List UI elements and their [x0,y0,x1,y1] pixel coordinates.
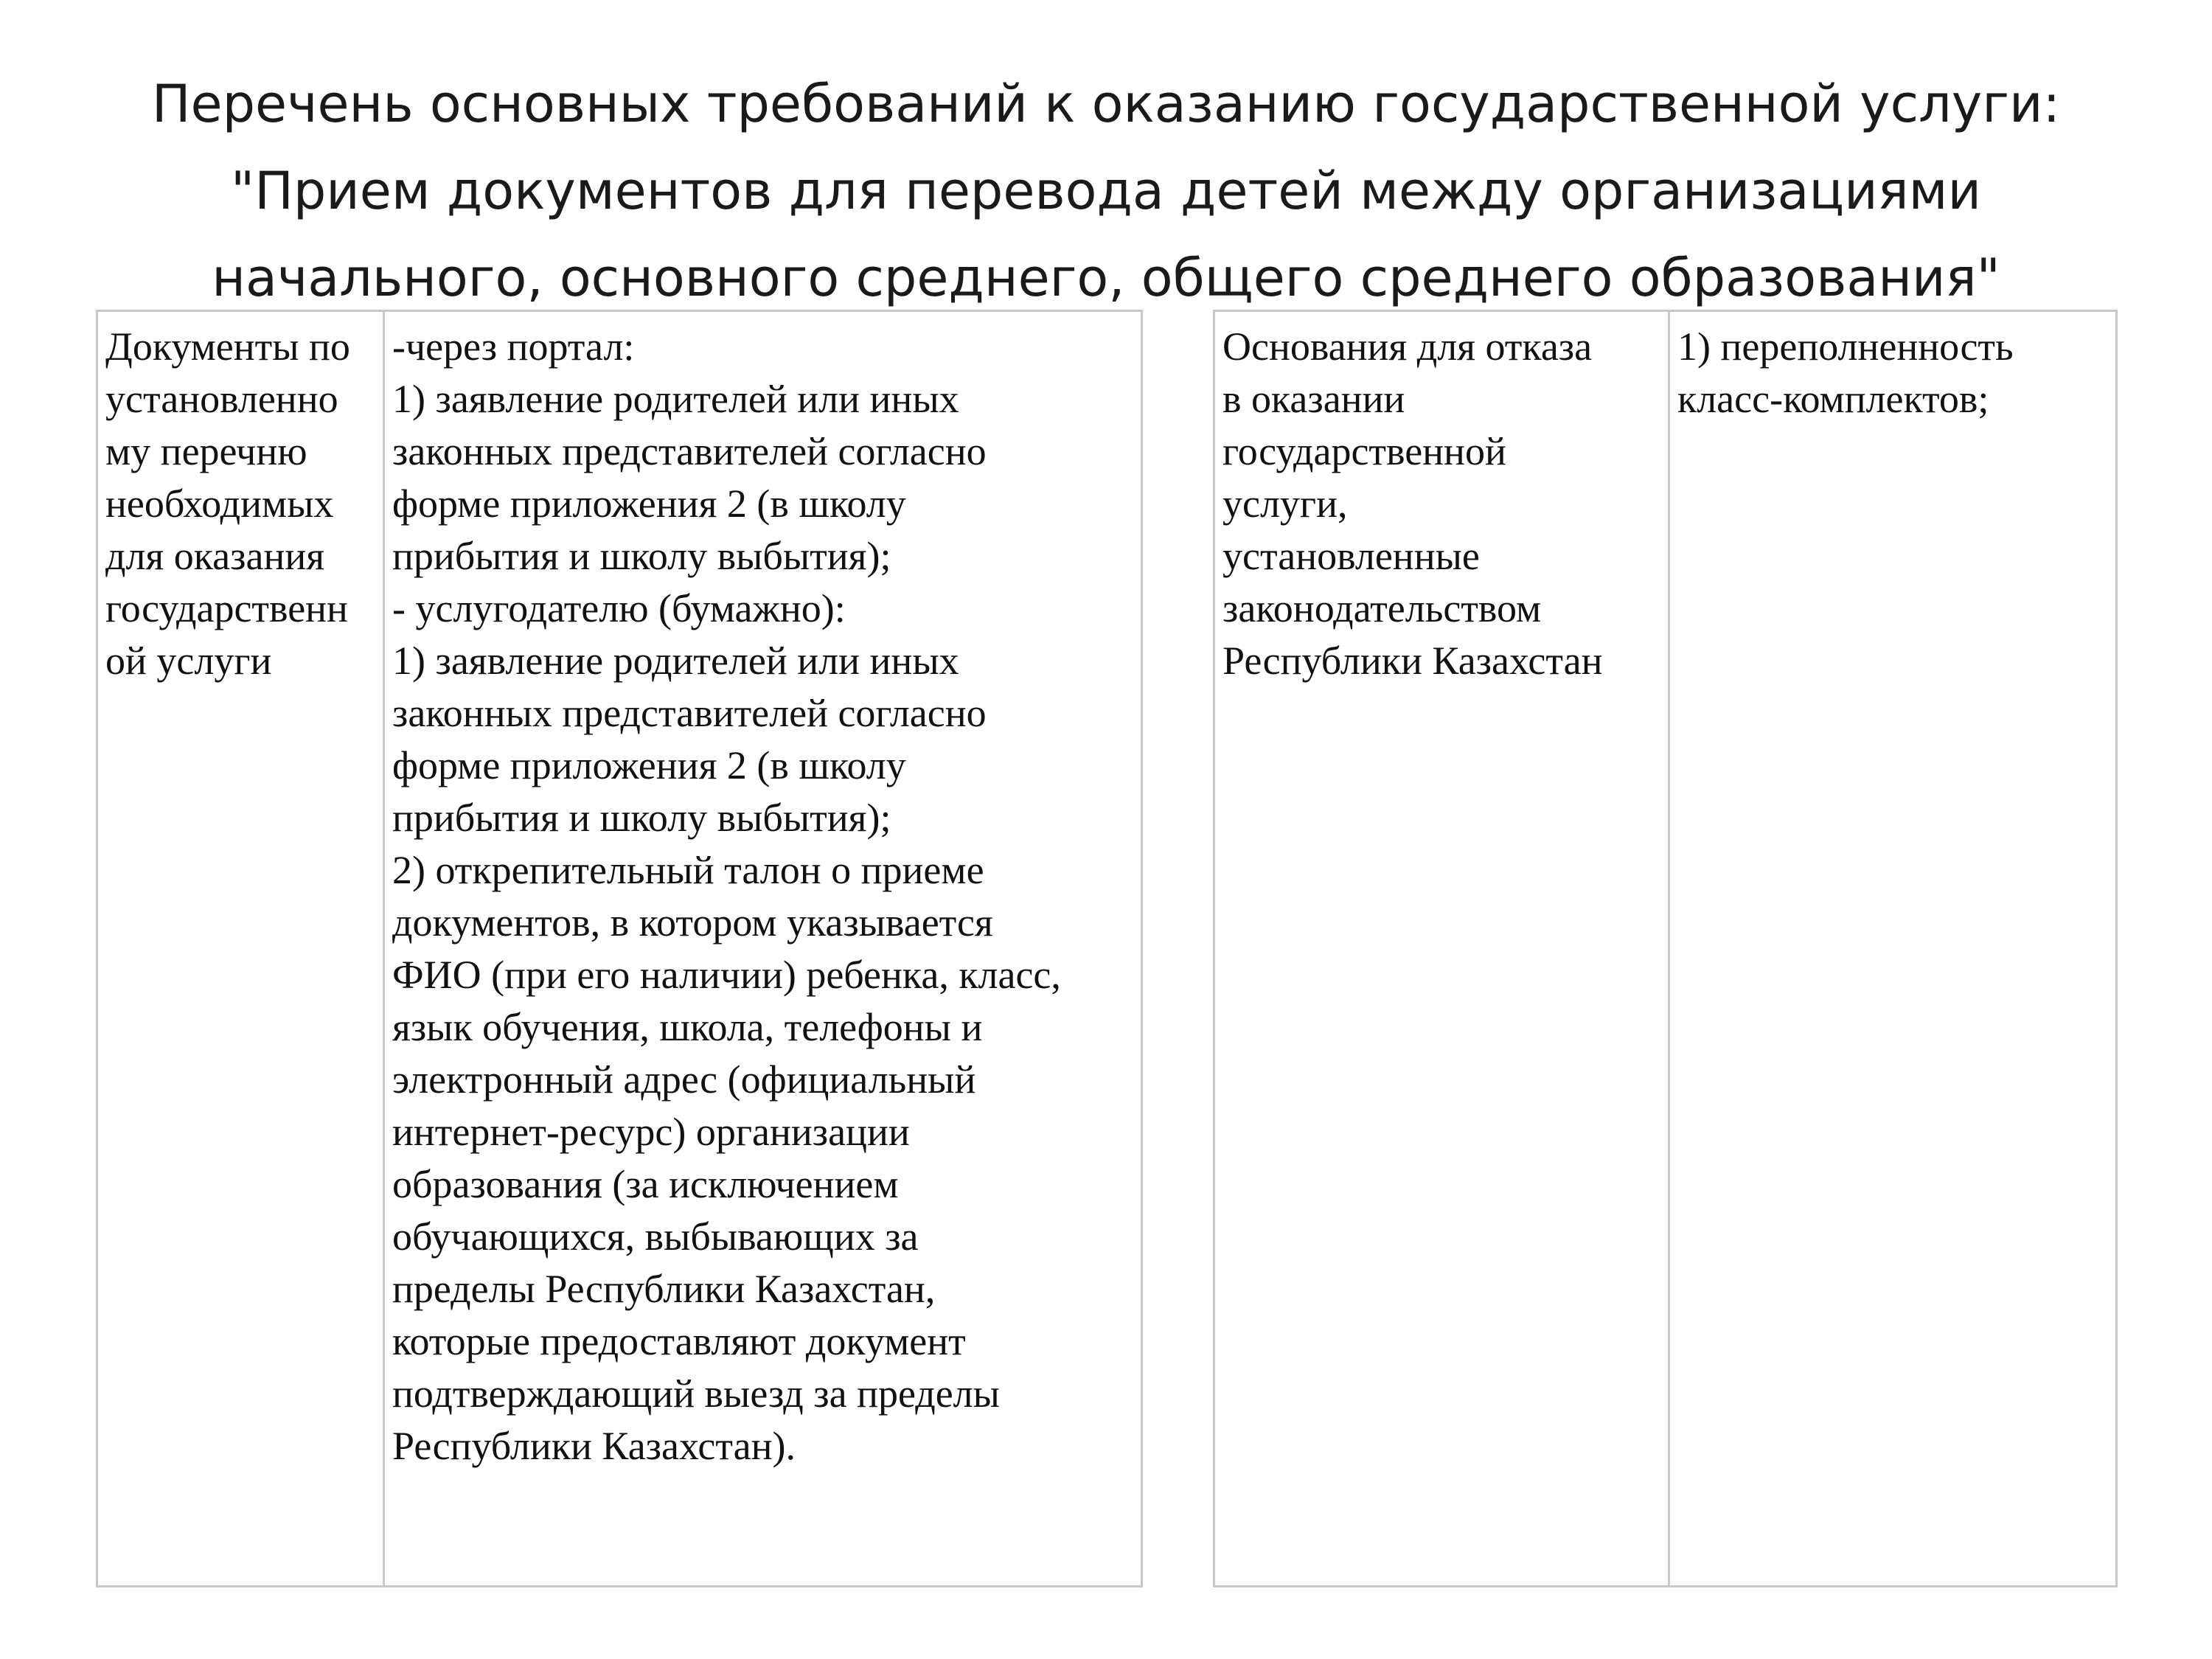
refusal-label-line: законодательством [1222,586,1542,630]
documents-value-line: - услугодателю (бумажно): [392,586,846,630]
documents-label-line: необходимых [105,481,334,526]
documents-value-line: которые предоставляют документ [392,1319,966,1363]
refusal-value-line: 1) переполненность [1677,324,2014,369]
title-line-3: начального, основного среднего, общего среднего образования" [212,248,2000,308]
documents-value-line: электронный адрес (официальный [392,1057,976,1102]
documents-label-line: для оказания [105,534,325,578]
documents-value-line: 1) заявление родителей или иных [392,377,959,421]
refusal-table [1213,310,2118,1587]
refusal-label-line: в оказании [1222,377,1405,421]
refusal-label-line: государственной [1222,429,1506,473]
documents-value-line: форме приложения 2 (в школу [392,743,906,787]
documents-label-line: государственн [105,586,348,630]
refusal-value-line: класс-комплектов; [1677,377,1989,421]
documents-value-line: законных представителей согласно [392,429,987,473]
title-line-2: "Прием документов для перевода детей между организациями [231,161,1981,221]
documents-value-line: законных представителей согласно [392,691,987,735]
documents-value-line: интернет-ресурс) организации [392,1110,910,1154]
documents-label-line: ой услуги [105,639,272,683]
refusal-label-line: Основания для отказа [1222,324,1593,369]
documents-table [96,310,1143,1587]
documents-value-line: ФИО (при его наличии) ребенка, класс, [392,953,1061,997]
refusal-label-line: Республики Казахстан [1222,639,1603,683]
documents-value-line: образования (за исключением [392,1162,899,1206]
documents-label-cell [98,312,383,1585]
documents-value-line: пределы Республики Казахстан, [392,1267,936,1311]
documents-value-line: подтверждающий выезд за пределы [392,1371,1000,1416]
documents-value-line: -через портал: [392,324,635,369]
documents-value-line: 1) заявление родителей или иных [392,639,959,683]
refusal-label-cell [1215,312,1668,1585]
refusal-label-line: установленные [1222,534,1480,578]
documents-value-line: форме приложения 2 (в школу [392,481,906,526]
documents-value-line: язык обучения, школа, телефоны и [392,1005,983,1049]
documents-value-line: прибытия и школу выбытия); [392,796,891,840]
documents-value-line: Республики Казахстан). [392,1424,796,1468]
documents-value-line: 2) открепительный талон о приеме [392,848,984,892]
documents-value-line: обучающихся, выбывающих за [392,1214,919,1259]
refusal-label-line: услуги, [1222,481,1348,526]
documents-value-cell [383,312,1141,1585]
title-line-1: Перечень основных требований к оказанию государственной услуги: [151,74,2061,134]
documents-label-line: му перечню [105,429,307,473]
documents-label-line: Документы по [105,324,350,369]
documents-label-line: установленно [105,377,338,421]
documents-value-line: прибытия и школу выбытия); [392,534,891,578]
page-title [0,60,2212,321]
documents-value-line: документов, в котором указывается [392,900,993,945]
refusal-value-cell [1668,312,2115,1585]
